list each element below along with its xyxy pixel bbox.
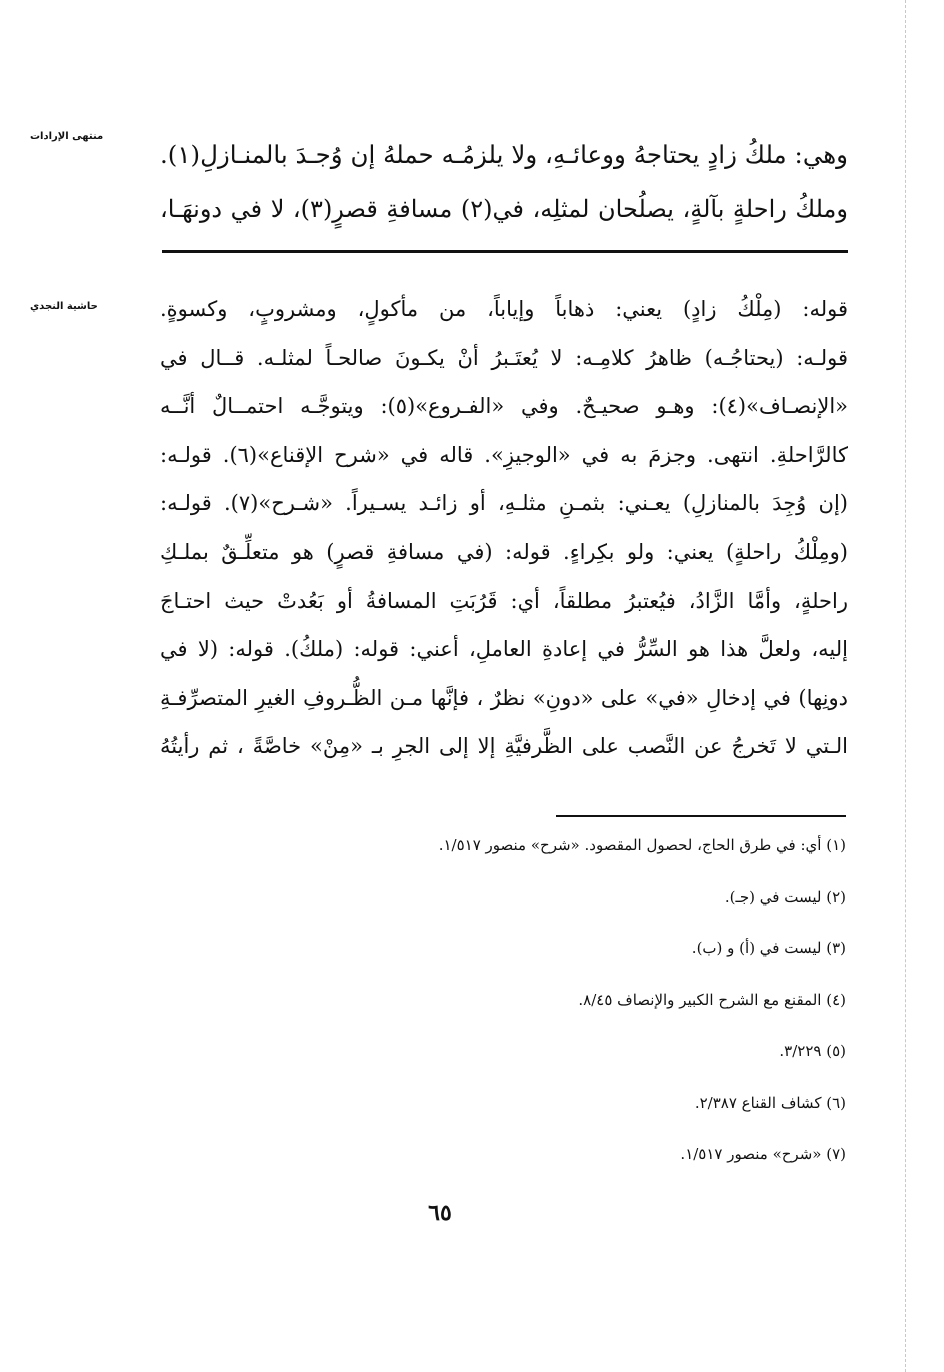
- commentary-line: «الإنصـاف»(٤): وهـو صحيـحٌ. وفي «الفـروع»(٥): ويتوجَّـه احتمــالٌ أنَّــه: [160, 394, 848, 419]
- footnote: (٤) المقنع مع الشرح الكبير والإنصاف ٨/٤٥.: [578, 990, 846, 1009]
- commentary-line: قوله: (مِلْكُ زادٍ) يعني: ذهاباً وإياباً، من مأكولٍ، ومشروبٍ، وكسوةٍ.: [160, 297, 848, 321]
- section-divider: [162, 250, 848, 253]
- footnote-separator: [556, 815, 846, 817]
- footnote: (٥) ٣/٢٢٩.: [779, 1042, 846, 1060]
- margin-label-main-text: منتهى الإرادات: [30, 131, 104, 142]
- commentary-line: راحلةٍ، وأمَّا الزَّادُ، فيُعتبرُ مطلقاً، أي: قَرُبَتِ المسافةُ أو بَعُدتْ حيث احتـاجَ: [160, 588, 848, 613]
- footnote: (٦) كشاف القناع ٢/٣٨٧.: [694, 1093, 846, 1112]
- commentary-line: الـتي لا تَخرجُ عن النَّصب على الظَّرفيَّةِ إلا إلى الجرِ بـ «مِنْ» خاصَّةً ، ثم رأيتُهُ: [160, 734, 848, 759]
- main-text-line: وهي: ملكُ زادٍ يحتاجهُ ووعائـهِ، ولا يلزمُـه حملهُ إن وُجـدَ بالمنـازلِ(١).: [160, 140, 848, 169]
- commentary-line: كالرَّاحلةِ. انتهى. وجزمَ به في «الوجيزِ». قاله في «شرح الإقناع»(٦). قولـه:: [160, 442, 848, 467]
- footnote: (٧) «شرح» منصور ١/٥١٧.: [680, 1145, 846, 1163]
- footnote: (٢) ليست في (جـ).: [724, 887, 846, 906]
- commentary-block: [160, 285, 848, 771]
- commentary-line: إليه، ولعلَّ هذا هو السِّرُّ في إعادةِ العاملِ، أعني: قوله: (ملكُ). قوله: (لا في: [160, 637, 848, 662]
- commentary-line: (ومِلْكُ راحلةٍ) يعني: ولو بكِراءٍ. قوله: (في مسافةِ قصرٍ) هو متعلِّـقٌ بملـكِ: [160, 539, 848, 564]
- margin-label-commentary: حاشية النجدي: [30, 301, 98, 312]
- footnote: (١) أي: في طرق الحاج، لحصول المقصود. «شرح» منصور ١/٥١٧.: [438, 836, 846, 854]
- page-edge-dashed-line: [905, 0, 906, 1372]
- commentary-line: دونِها) في إدخالِ «في» على «دونِ» نظرٌ ، فإنَّها مـن الظُّـروفِ الغيرِ المتصرِّفـةِ: [160, 685, 848, 710]
- main-text-line: وملكُ راحلةٍ بآلةٍ، يصلُحان لمثلِه، في(٢) مسافةِ قصرٍ(٣)، لا في دونهَـا،: [160, 195, 848, 223]
- main-text-block: [160, 128, 848, 236]
- footnote: (٣) ليست في (أ) و (ب).: [691, 939, 846, 957]
- commentary-line: (إن وُجِدَ بالمنازلِ) يعـني: بثمـنِ مثلـهِ، أو زائـد يسـيراً. «شـرح»(٧). قولـه:: [160, 491, 848, 516]
- footnotes-block: [300, 825, 846, 1186]
- page-number: ٦٥: [428, 1200, 452, 1226]
- commentary-line: قولـه: (يحتاجُـه) ظاهرُ كلامِـه: لا يُعتَـبرُ أنْ يكـونَ صالحـاً لمثلـه. قــال في: [160, 345, 848, 370]
